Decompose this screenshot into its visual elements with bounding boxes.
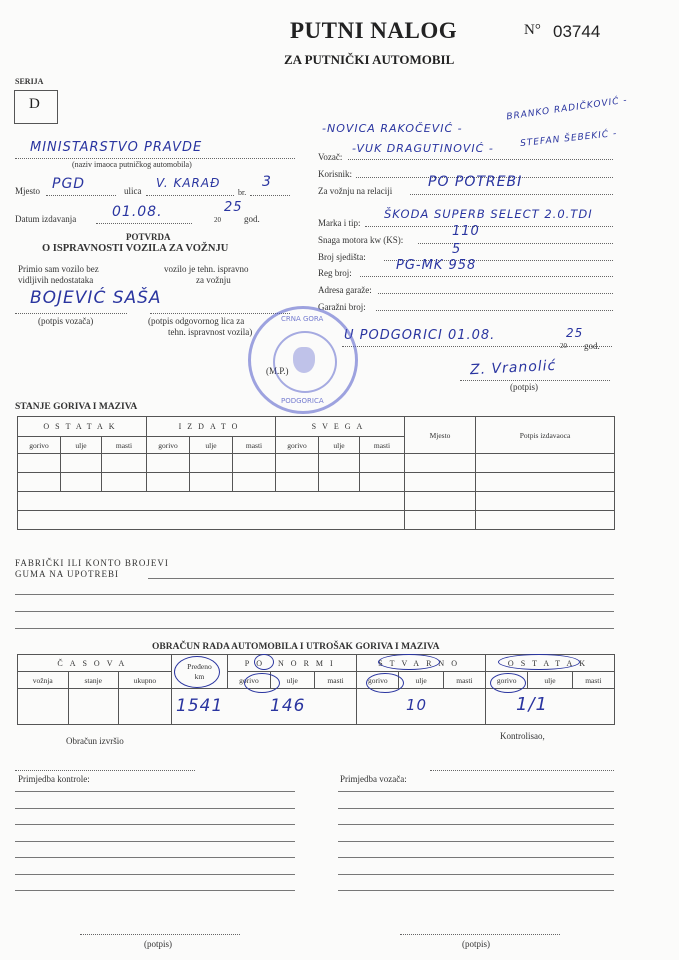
driver-extra-2: STEFAN ŠEBEKIĆ - (519, 128, 618, 150)
driver-signature-caption: (potpis vozača) (38, 316, 94, 326)
issuer-signature-caption: (potpis) (510, 382, 538, 392)
owner-name: MINISTARSTVO PRAVDE (30, 140, 203, 155)
issue-date-value: 01.08. (112, 204, 163, 220)
control-signature-caption: (potpis) (144, 939, 172, 949)
km-header-1: Pređeno (187, 661, 212, 671)
stamp-bottom-text: PODGORICA (281, 397, 324, 405)
form-title: PUTNI NALOG (290, 18, 458, 43)
route-label: Za vožnju na relaciji (318, 186, 393, 196)
issuer-signature: Z. Vranolić (469, 357, 557, 379)
remaining-fuel-circle (490, 673, 526, 693)
street-no-value: 3 (262, 174, 272, 190)
remark-line (338, 890, 614, 891)
remark-line (15, 791, 295, 792)
calc-sub: ulje (528, 672, 572, 689)
place-date-year: 25 (566, 326, 584, 340)
place-date-year-prefix: 20 (560, 342, 567, 350)
confirmation-left-2: vidljivih nedostataka (18, 275, 94, 285)
hours-sub: stanje (68, 672, 119, 689)
controlled-by-label: Kontrolisao, (500, 731, 545, 741)
fuel-sub: gorivo (276, 437, 319, 454)
computed-by-line (15, 770, 195, 771)
calc-group-remaining: OSTATAK (486, 655, 615, 672)
fuel-group-remaining: OSTATAK (18, 417, 147, 437)
remark-line (15, 857, 295, 858)
garage-number-label: Garažni broj: (318, 302, 366, 312)
driver-remark-label: Primjedba vozača: (340, 774, 407, 784)
place-label: Mjesto (15, 186, 41, 196)
fuel-group-total: SVEGA (276, 417, 405, 437)
remark-line (338, 808, 614, 809)
controlled-by-line (430, 770, 614, 771)
control-signature-line (80, 934, 240, 935)
driver-signature: BOJEVIĆ SAŠA (30, 288, 162, 308)
route-value: PO POTREBI (428, 174, 523, 190)
place-line (46, 195, 116, 196)
norm-fuel-circle (244, 673, 280, 693)
series-label: SERIJA (15, 77, 44, 86)
confirmation-left-1: Primio sam vozilo bez (18, 264, 99, 274)
fuel-sub: ulje (319, 437, 360, 454)
street-no-line (250, 195, 290, 196)
mp-label: (M.P.) (266, 366, 289, 376)
power-label: Snaga motora kw (KS): (318, 235, 404, 245)
driver-remark-signature-line (400, 934, 560, 935)
driver-label: Vozač: (318, 152, 343, 162)
calc-group-actual: STVARNO (357, 655, 486, 672)
remaining-fuel-value: 1/1 (516, 694, 548, 715)
remark-line (338, 857, 614, 858)
tires-line (15, 594, 614, 595)
fuel-sub: masti (233, 437, 276, 454)
remark-line (338, 791, 614, 792)
make-line (365, 226, 613, 227)
driver-remark-signature-caption: (potpis) (462, 939, 490, 949)
place-date-suffix: god. (584, 341, 600, 351)
remark-line (15, 841, 295, 842)
power-value: 110 (452, 224, 480, 239)
reg-label: Reg broj: (318, 268, 352, 278)
garage-address-line (378, 293, 613, 294)
series-value: D (29, 96, 40, 112)
fuel-sub: masti (360, 437, 405, 454)
driver-line (348, 159, 613, 160)
fuel-sub: ulje (190, 437, 233, 454)
seats-value: 5 (452, 242, 462, 257)
issue-year-prefix: 20 (214, 216, 221, 224)
power-line (418, 243, 613, 244)
driver-signature-line (15, 313, 127, 314)
calc-sub: gorivo (486, 672, 528, 689)
fuel-sub: masti (102, 437, 147, 454)
confirmation-subtitle: O ISPRAVNOSTI VOZILA ZA VOŽNJU (42, 243, 229, 254)
issue-year: 25 (224, 200, 243, 215)
confirmation-right-2: za vožnju (196, 275, 231, 285)
confirmation-right-1: vozilo je tehn. ispravno (164, 264, 249, 274)
norm-group-circle (254, 654, 274, 670)
garage-number-line (376, 310, 613, 311)
table-row (18, 511, 615, 530)
driver-extra-1: BRANKO RADIČKOVIĆ - (505, 95, 629, 123)
km-value: 1541 (176, 696, 224, 716)
route-line (410, 194, 613, 195)
table-row (18, 473, 615, 492)
owner-line (15, 158, 295, 159)
form-subtitle: ZA PUTNIČKI AUTOMOBIL (284, 52, 455, 67)
confirmation-title: POTVRDA (126, 232, 171, 242)
technician-caption-2: tehn. ispravnost vozila) (168, 327, 253, 337)
calc-sub: gorivo (357, 672, 399, 689)
actual-fuel-circle (366, 673, 404, 693)
calc-sub: gorivo (228, 672, 270, 689)
calc-sub: ulje (270, 672, 314, 689)
actual-fuel-value: 10 (406, 696, 428, 714)
fuel-sub: gorivo (147, 437, 190, 454)
hours-sub: ukupno (119, 672, 172, 689)
fuel-place-header: Mjesto (405, 417, 476, 454)
hours-sub: vožnja (18, 672, 69, 689)
actual-group-circle (378, 654, 440, 670)
calc-sub: masti (443, 672, 485, 689)
tires-line (148, 578, 614, 579)
stamp-crest-icon (293, 347, 315, 373)
tires-label-1: FABRIČKI ILI KONTO BROJEVI (15, 558, 169, 568)
remark-line (338, 874, 614, 875)
tires-line (15, 628, 614, 629)
driver-line-2: -VUK DRAGUTINOVIĆ - (352, 142, 494, 155)
km-header-circle (174, 656, 220, 688)
calc-sub: masti (314, 672, 356, 689)
table-row (18, 454, 615, 473)
make-value: ŠKODA SUPERB SELECT 2.0.TDI (384, 207, 593, 221)
tires-label-2: GUMA NA UPOTREBI (15, 569, 120, 579)
form-number: 03744 (553, 22, 601, 41)
issue-date-line (96, 223, 192, 224)
owner-caption: (naziv imaoca putničkog automobila) (72, 160, 192, 169)
reg-value: PG-MK 958 (396, 258, 477, 273)
fuel-sub: gorivo (18, 437, 61, 454)
remaining-group-circle (498, 654, 580, 670)
tires-line (15, 611, 614, 612)
fuel-table (17, 416, 615, 530)
fuel-group-issued: IZDATO (147, 417, 276, 437)
street-label: ulica (124, 186, 142, 196)
garage-address-label: Adresa garaže: (318, 285, 372, 295)
official-stamp (248, 306, 358, 414)
technician-caption-1: (potpis odgovornog lica za (148, 316, 245, 326)
street-no-label: br. (238, 188, 247, 197)
table-row (18, 492, 615, 511)
norm-fuel-value: 146 (270, 696, 306, 716)
user-label: Korisnik: (318, 169, 353, 179)
place-date-value: U PODGORICI 01.08. (344, 328, 496, 343)
remark-line (15, 874, 295, 875)
driver-line-1: -NOVICA RAKOČEVIĆ - (322, 122, 463, 135)
issue-year-suffix: god. (244, 214, 260, 224)
technician-signature-line (150, 313, 290, 314)
control-remark-label: Primjedba kontrole: (18, 774, 90, 784)
fuel-signature-header: Potpis izdavaoca (476, 417, 615, 454)
form-number-label: N° (524, 22, 541, 38)
calc-sub: ulje (399, 672, 443, 689)
remark-line (338, 824, 614, 825)
remark-line (338, 841, 614, 842)
remark-line (15, 808, 295, 809)
remark-line (15, 824, 295, 825)
calc-title: OBRAČUN RADA AUTOMOBILA I UTROŠAK GORIVA I MAZIVA (152, 642, 440, 652)
computed-by-label: Obračun izvršio (66, 736, 124, 746)
street-line (146, 195, 234, 196)
street-value: V. KARAĐ (156, 176, 221, 190)
place-value: PGD (52, 176, 86, 192)
km-header-2: km (194, 671, 205, 681)
hours-group: ČASOVA (18, 655, 172, 672)
make-label: Marka i tip: (318, 218, 361, 228)
remark-line (15, 890, 295, 891)
reg-line (360, 276, 613, 277)
calc-group-norm: PO NORMI (228, 655, 357, 672)
calc-sub: masti (572, 672, 614, 689)
seats-label: Broj sjedišta: (318, 252, 366, 262)
issuer-signature-line (460, 380, 610, 381)
stamp-top-text: CRNA GORA (281, 315, 324, 323)
issue-date-label: Datum izdavanja (15, 214, 77, 224)
fuel-sub: ulje (61, 437, 102, 454)
fuel-section-title: STANJE GORIVA I MAZIVA (15, 402, 138, 412)
place-date-line (342, 346, 612, 347)
